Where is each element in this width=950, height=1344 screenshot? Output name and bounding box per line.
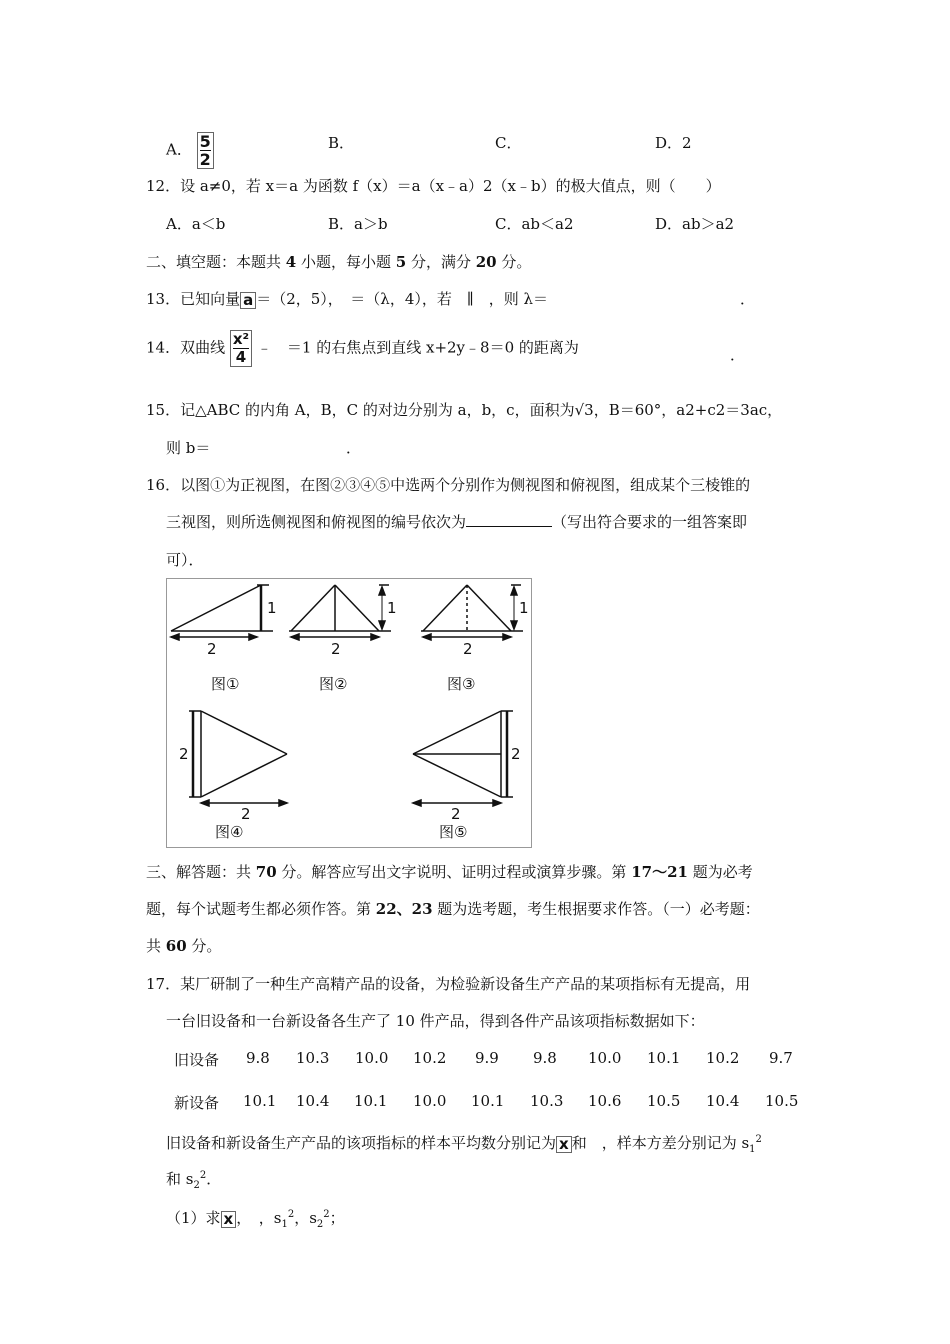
old-value: 10.1 [647, 1049, 681, 1067]
new-value: 10.1 [354, 1092, 388, 1110]
fig1-drawing [171, 585, 273, 640]
superscript: 2 [323, 1209, 330, 1220]
q14-stem [146, 330, 579, 367]
new-value: 10.1 [243, 1092, 277, 1110]
bold-number: 22、23 [375, 900, 433, 918]
q13-stem [146, 288, 548, 309]
text: 13．已知向量 [146, 290, 241, 308]
superscript: 2 [755, 1134, 762, 1145]
text: ＝（2，5）， ＝（λ，4），若 ∥ ，则 λ＝ [256, 290, 549, 308]
q16-line3: 可）． [166, 551, 204, 569]
denominator: 4 [233, 348, 249, 366]
fig3-drawing [421, 585, 523, 640]
new-value: 10.5 [765, 1092, 799, 1110]
superscript: 2 [199, 1170, 207, 1181]
q12-option-a: A．a＜b [166, 215, 226, 233]
text: 三、解答题：共 [146, 863, 256, 881]
old-device-label: 旧设备 [174, 1051, 220, 1069]
q13-end: ． [740, 290, 756, 308]
bold-number: 70 [255, 863, 277, 881]
fig2-dim-two: 2 [331, 640, 341, 658]
q14-end: ． [730, 346, 746, 364]
new-value: 10.5 [647, 1092, 681, 1110]
subscript: 2 [193, 1180, 200, 1191]
denominator: 2 [199, 150, 211, 169]
text: 14．双曲线 [146, 338, 226, 357]
q12-stem: 12．设 a≠0，若 x＝a 为函数 f（x）＝a（x﹣a）2（x﹣b）的极大值点，则（ ） [146, 177, 721, 195]
text: ﹣ ＝1 的右焦点到直线 x+2y﹣8＝0 的距离为 [256, 338, 579, 357]
fig4-dim-two-vertical: 2 [179, 745, 189, 763]
bold-number: 5 [395, 253, 407, 271]
q12-option-b: B．a＞b [328, 215, 388, 233]
section2-heading [146, 251, 531, 272]
vector-a-image: a [240, 292, 256, 309]
old-value: 10.2 [413, 1049, 447, 1067]
new-value: 10.4 [706, 1092, 740, 1110]
text: ， ，s [236, 1209, 282, 1227]
q15-line1: 15．记△ABC 的内角 A，B，C 的对边分别为 a，b，c，面积为√3，B＝60°，a2+c2＝3ac， [146, 401, 783, 419]
fig2-dim-one: 1 [387, 599, 397, 617]
subscript: 2 [316, 1219, 324, 1230]
bold-number: 20 [475, 253, 497, 271]
fig1-dim-one: 1 [267, 599, 277, 617]
text: 题，每个试题考生都必须作答。第 [146, 900, 376, 918]
fig1-dim-two: 2 [207, 640, 217, 658]
text: 三视图，则所选侧视图和俯视图的编号依次为 [166, 513, 467, 531]
section3-line3 [146, 935, 221, 956]
three-view-figure [166, 578, 532, 848]
text: ； [329, 1209, 345, 1227]
x-bar-image: x [556, 1136, 572, 1153]
old-value: 10.3 [296, 1049, 330, 1067]
text: 题为必考 [687, 863, 753, 881]
section3-line2 [146, 898, 760, 919]
new-value: 10.4 [296, 1092, 330, 1110]
old-value: 9.7 [769, 1049, 793, 1067]
text: 题为选考题，考生根据要求作答。（一）必考题： [432, 900, 760, 918]
old-value: 10.0 [588, 1049, 622, 1067]
bold-number: 4 [285, 253, 297, 271]
text: 分。解答应写出文字说明、证明过程或演算步骤。第 [276, 863, 632, 881]
text: 分。 [496, 253, 532, 271]
q11-option-b: B． [328, 134, 355, 152]
new-value: 10.0 [413, 1092, 447, 1110]
text: 和 ，样本方差分别记为 s [571, 1134, 750, 1152]
new-value: 10.3 [530, 1092, 564, 1110]
fig5-label: 图⑤ [439, 823, 468, 841]
fig5-dim-two: 2 [451, 805, 461, 823]
fig2-label: 图② [319, 675, 348, 693]
q15-line2: 则 b＝ [166, 439, 211, 457]
q17-line3 [166, 1132, 762, 1155]
q12-option-d: D．ab＞a2 [655, 215, 735, 233]
q17-line1: 17．某厂研制了一种生产高精产品的设备，为检验新设备生产产品的某项指标有无提高，用 [146, 975, 751, 993]
new-value: 10.6 [588, 1092, 622, 1110]
text: （1）求 [166, 1209, 221, 1227]
fraction-x2-over-4 [230, 330, 252, 367]
superscript: 2 [287, 1209, 295, 1220]
text: 旧设备和新设备生产产品的该项指标的样本平均数分别记为 [166, 1134, 557, 1152]
subscript: 1 [281, 1219, 288, 1230]
q11-option-c: C． [495, 134, 522, 152]
text: （写出符合要求的一组答案即 [552, 513, 748, 531]
old-value: 10.0 [355, 1049, 389, 1067]
bold-number: 60 [165, 937, 187, 955]
fig3-dim-two: 2 [463, 640, 473, 658]
text: ． [206, 1170, 222, 1188]
figure-svg [167, 579, 531, 847]
q17-line4 [166, 1168, 221, 1191]
fig1-label: 图① [211, 675, 240, 693]
q17-part1: （1）求 x ， ，$s_1^2$，$s_2^2$； [166, 1209, 345, 1230]
fig3-dim-one: 1 [519, 599, 529, 617]
q17-line2: 一台旧设备和一台新设备各生产了 10 件产品，得到各件产品该项指标数据如下： [166, 1012, 705, 1030]
text: 共 [146, 937, 166, 955]
fig4-label: 图④ [215, 823, 244, 841]
new-value: 10.1 [471, 1092, 505, 1110]
x-bar-image: x [221, 1211, 237, 1228]
fig2-drawing [289, 585, 391, 640]
q11-option-a [166, 132, 214, 169]
q16-line2 [166, 511, 747, 532]
new-device-label: 新设备 [174, 1094, 220, 1112]
fig4-drawing [189, 711, 287, 806]
bold-number: 17～21 [631, 863, 688, 881]
subscript: 1 [749, 1144, 756, 1155]
fig5-dim-two-vertical: 2 [511, 745, 521, 763]
text: 小题，每小题 [296, 253, 396, 271]
old-value: 10.2 [706, 1049, 740, 1067]
answer-blank [466, 512, 552, 527]
text: 和 s [166, 1170, 194, 1188]
option-label: A． [166, 140, 192, 159]
text: 二、填空题：本题共 [146, 253, 286, 271]
fig5-drawing [413, 711, 513, 806]
text: 分。 [186, 937, 222, 955]
q11-option-d: D．2 [655, 134, 692, 152]
old-value: 9.8 [246, 1049, 270, 1067]
fraction-five-halves [197, 132, 214, 169]
fig4-dim-two: 2 [241, 805, 251, 823]
numerator: x² [232, 330, 250, 348]
text: 分，满分 [406, 253, 476, 271]
old-value: 9.9 [475, 1049, 499, 1067]
q12-option-c: C．ab＜a2 [495, 215, 574, 233]
numerator: 5 [199, 132, 211, 151]
q15-end: ． [346, 439, 362, 457]
q16-line1: 16．以图①为正视图，在图②③④⑤中选两个分别作为侧视图和俯视图，组成某个三棱锥的 [146, 476, 751, 494]
section3-line1 [146, 861, 753, 882]
old-value: 9.8 [533, 1049, 557, 1067]
fig3-label: 图③ [447, 675, 476, 693]
